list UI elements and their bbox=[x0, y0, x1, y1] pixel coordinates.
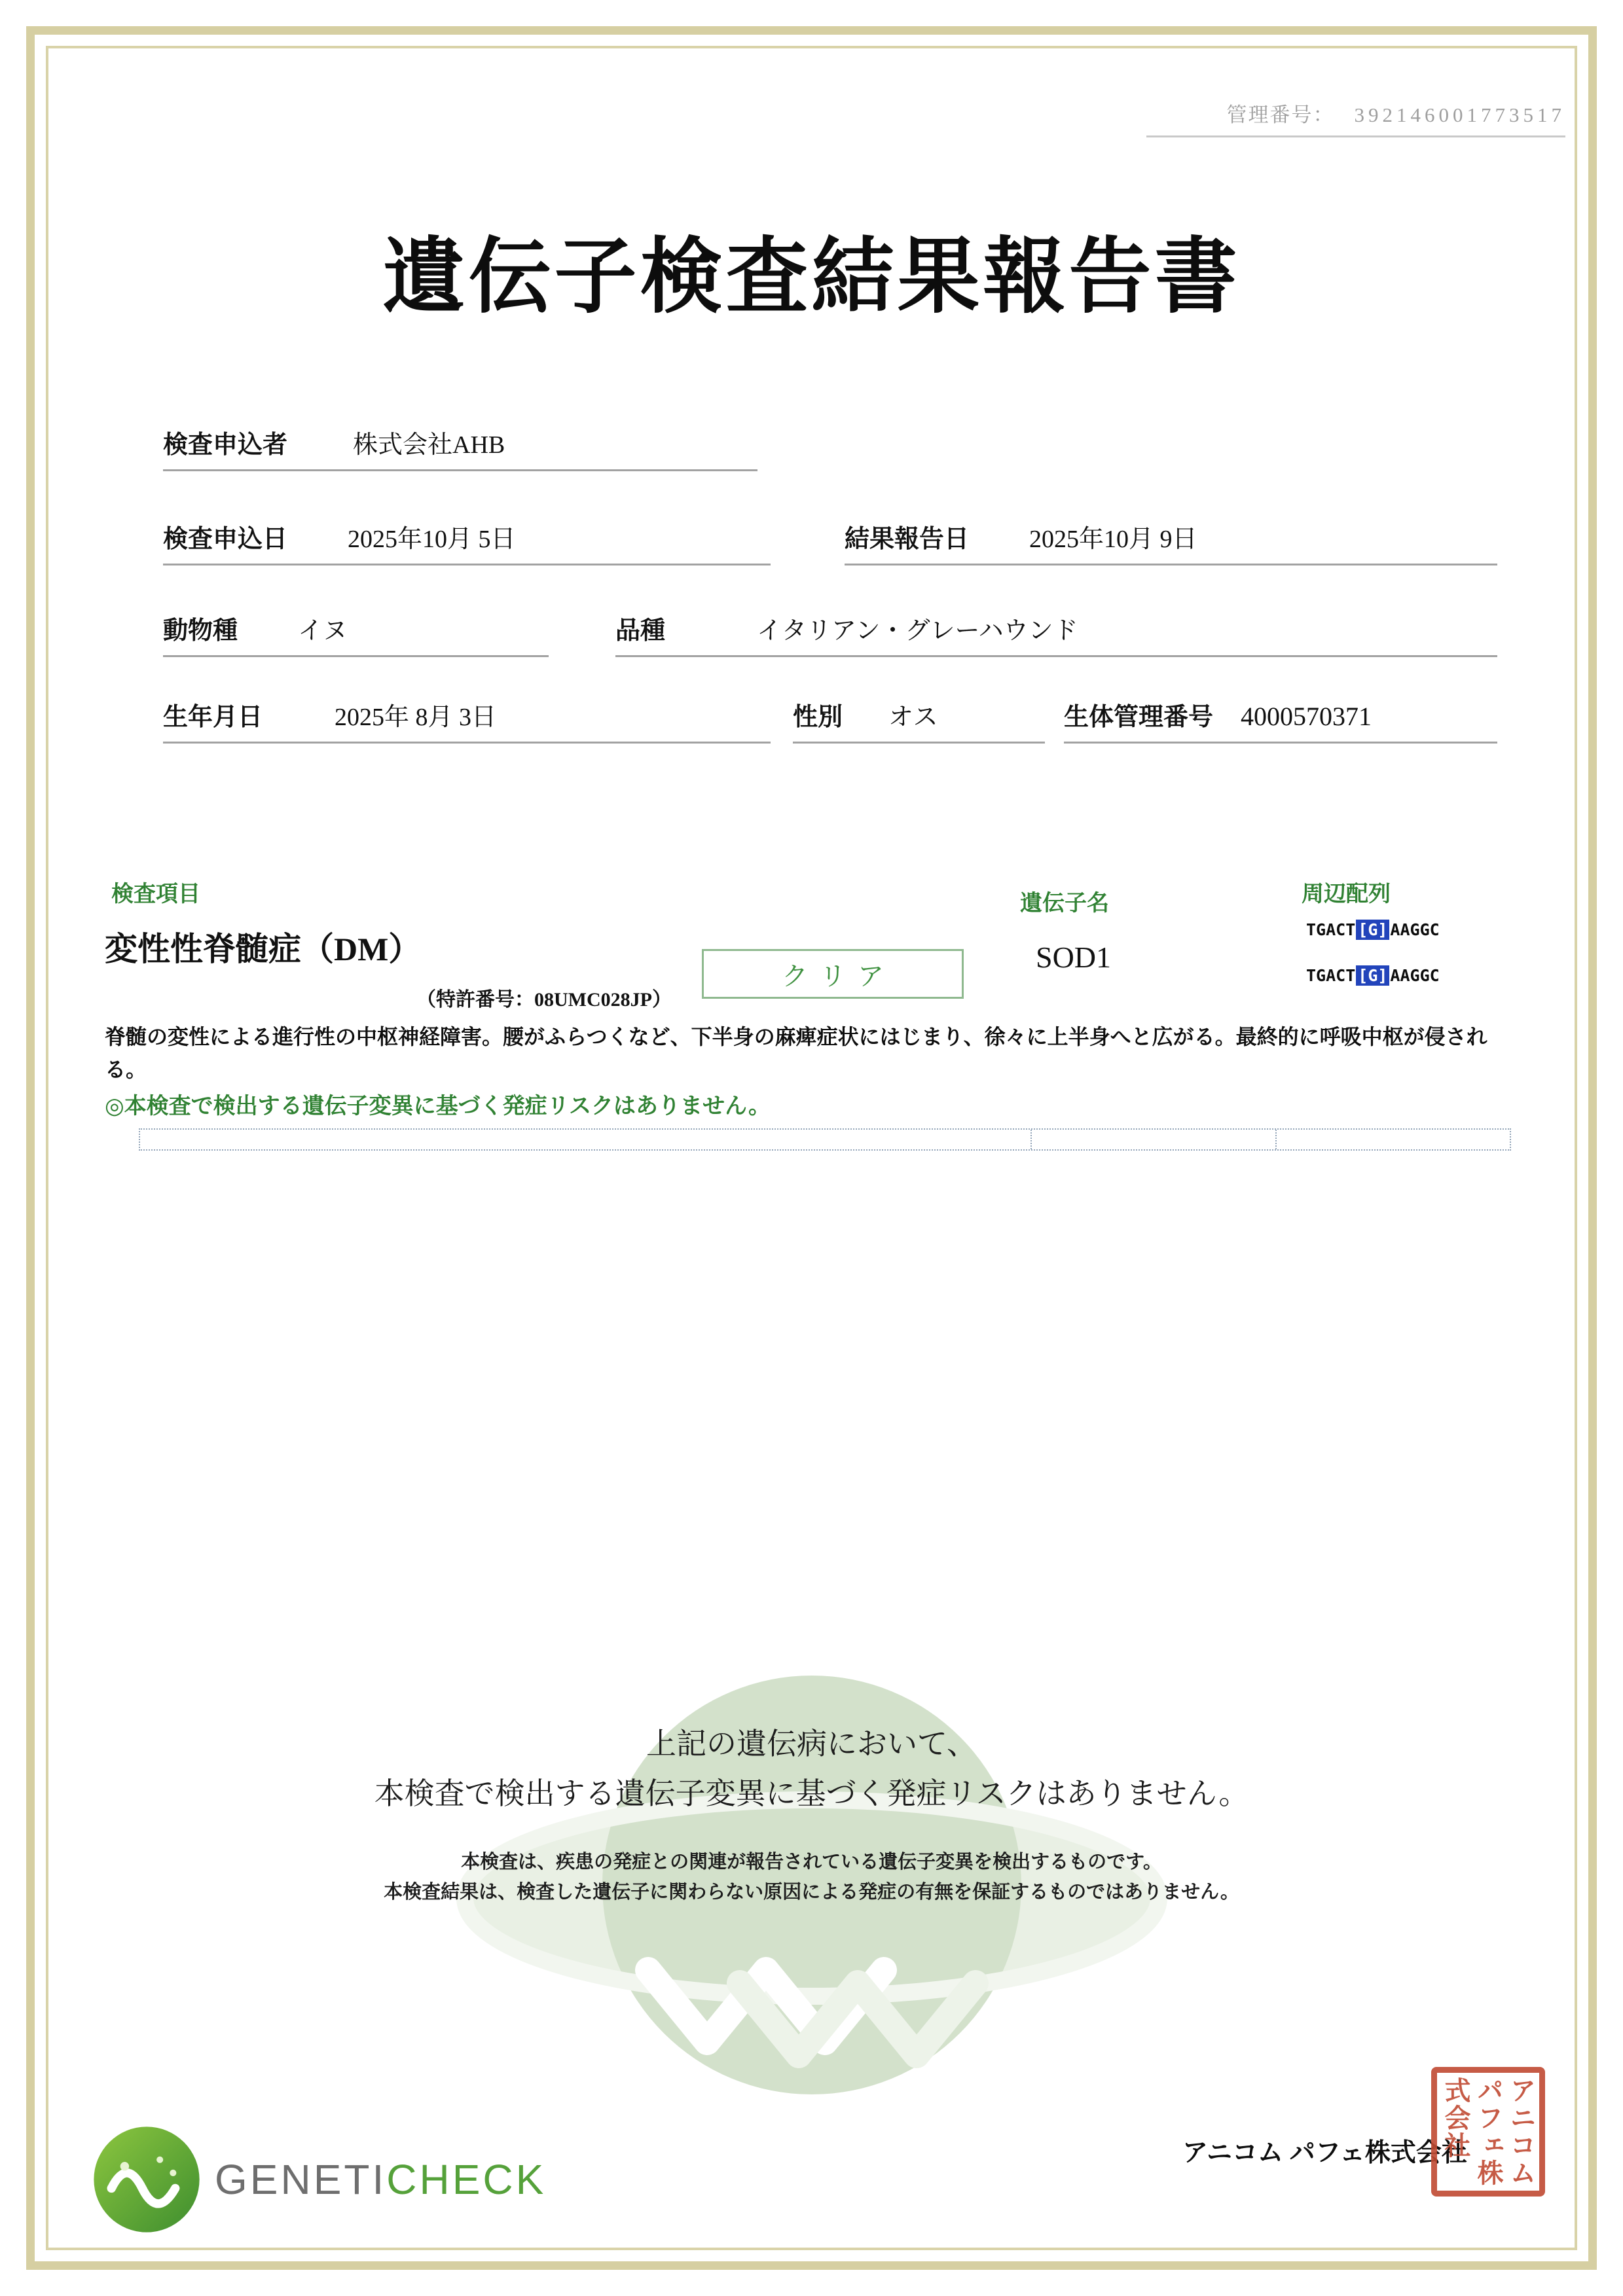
summary-note-2: 本検査結果は、検査した遺伝子に関わらない原因による発症の有無を保証するものではありません。 bbox=[384, 1882, 1239, 1903]
sequence-suffix: AAGGC bbox=[1390, 966, 1440, 985]
sequence-suffix: AAGGC bbox=[1390, 920, 1440, 939]
field-sex-value: オス bbox=[888, 704, 938, 731]
sequence-allele: [G] bbox=[1356, 965, 1389, 986]
company-name: アニコム パフェ株式会社 bbox=[1182, 2139, 1467, 2167]
geneticheck-logo-icon bbox=[92, 2125, 202, 2234]
report-title: 遺伝子検査結果報告書 bbox=[382, 232, 1241, 323]
field-application-date-value: 2025年10月 5日 bbox=[348, 526, 516, 553]
field-species-label: 動物種 bbox=[163, 617, 238, 645]
sequence-prefix: TGACT bbox=[1306, 920, 1356, 939]
field-breed-label: 品種 bbox=[615, 617, 666, 645]
field-birth-date-value: 2025年 8月 3日 bbox=[335, 704, 497, 731]
field-report-date-label: 結果報告日 bbox=[845, 526, 970, 553]
field-report-date-value: 2025年10月 9日 bbox=[1029, 526, 1197, 553]
results-header-gene-name: 遺伝子名 bbox=[1020, 891, 1109, 916]
field-birth-date bbox=[163, 696, 771, 744]
geneticheck-logo bbox=[92, 2125, 546, 2234]
sequence-allele: [G] bbox=[1356, 920, 1389, 940]
management-number bbox=[1146, 98, 1565, 137]
patent-number: （特許番号：08UMC028JP） bbox=[416, 989, 672, 1011]
sequence-line-2 bbox=[1306, 966, 1440, 985]
field-application-date bbox=[163, 518, 771, 565]
brand-name-check: CHECK bbox=[386, 2156, 547, 2203]
disease-description: 脊髄の変性による進行性の中枢神経障害。腰がふらつくなど、下半身の麻痺症状にはじまり、徐々に上半身へと広がる。最終的に呼吸中枢が侵される。 bbox=[105, 1025, 1487, 1081]
field-animal-id-label: 生体管理番号 bbox=[1064, 704, 1214, 731]
management-number-value: 392146001773517 bbox=[1354, 103, 1565, 126]
field-sex-label: 性別 bbox=[793, 704, 843, 731]
field-animal-id bbox=[1064, 696, 1497, 744]
results-header-test-item: 検査項目 bbox=[111, 882, 200, 906]
results-header-sequence: 周辺配列 bbox=[1302, 882, 1391, 906]
brand-name bbox=[215, 2155, 546, 2204]
result-box bbox=[702, 949, 964, 999]
field-report-date bbox=[845, 518, 1497, 565]
results-divider bbox=[139, 1128, 1511, 1151]
risk-note: ◎本検査で検出する遺伝子変異に基づく発症リスクはありません。 bbox=[105, 1094, 771, 1119]
field-sex bbox=[793, 696, 1045, 744]
company-seal-stamp bbox=[1431, 2067, 1545, 2197]
result-value: クリア bbox=[782, 961, 896, 991]
summary-line-2: 本検査で検出する遺伝子変異に基づく発症リスクはありません。 bbox=[374, 1776, 1249, 1810]
brand-name-geneti: GENETI bbox=[215, 2156, 387, 2203]
field-breed bbox=[615, 610, 1497, 657]
gene-name: SOD1 bbox=[1036, 941, 1112, 974]
field-applicant-label: 検査申込者 bbox=[163, 431, 288, 459]
disease-name: 変性性脊髄症（DM） bbox=[105, 931, 422, 967]
field-animal-id-value: 4000570371 bbox=[1241, 702, 1372, 731]
management-number-label: 管理番号： bbox=[1226, 103, 1335, 126]
company-seal-text: アニコムパフェ株式会社 bbox=[1441, 2077, 1536, 2187]
results-divider-separator bbox=[1030, 1130, 1032, 1149]
results-divider-separator bbox=[1275, 1130, 1277, 1149]
field-birth-date-label: 生年月日 bbox=[163, 704, 263, 731]
field-applicant bbox=[163, 424, 757, 471]
sequence-line-1 bbox=[1306, 920, 1440, 939]
field-application-date-label: 検査申込日 bbox=[163, 526, 288, 553]
summary-line-1: 上記の遺伝病において、 bbox=[646, 1727, 977, 1761]
field-breed-value: イタリアン・グレーハウンド bbox=[757, 617, 1078, 645]
summary-note-1: 本検査は、疾患の発症との関連が報告されている遺伝子変異を検出するものです。 bbox=[461, 1852, 1162, 1873]
field-species-value: イヌ bbox=[298, 617, 348, 645]
field-species bbox=[163, 610, 549, 657]
sequence-prefix: TGACT bbox=[1306, 966, 1356, 985]
field-applicant-value: 株式会社AHB bbox=[353, 431, 505, 459]
